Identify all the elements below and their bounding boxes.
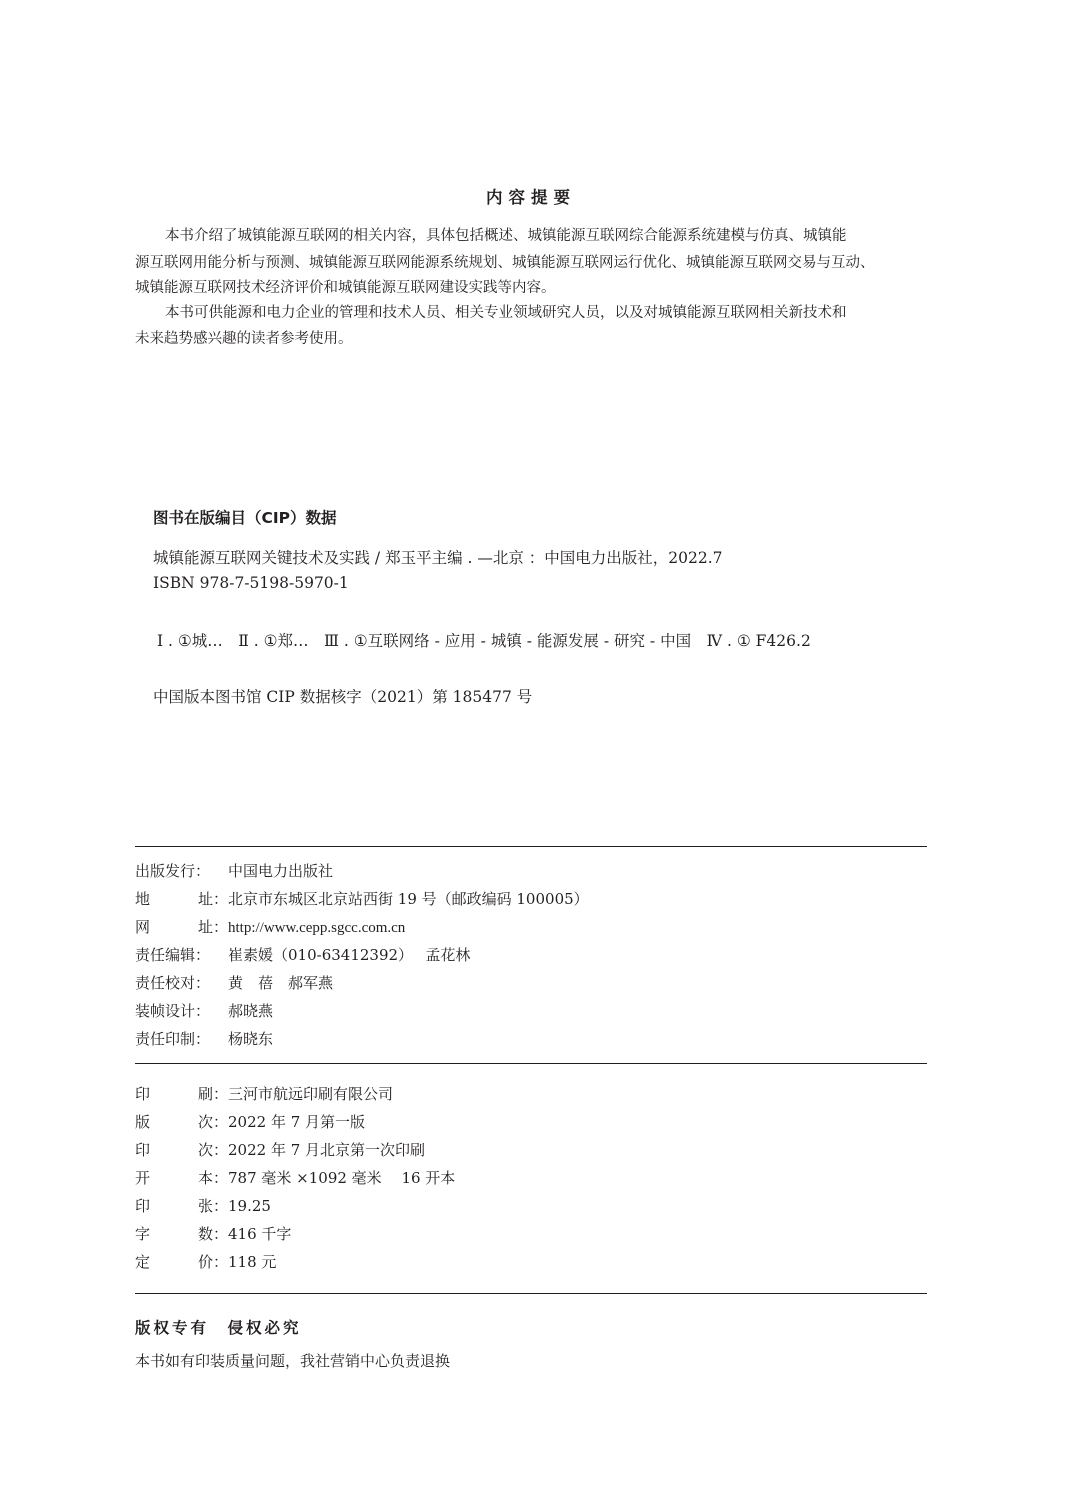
info-row-proofreader — [135, 972, 333, 993]
info-value: 三河市航远印刷有限公司 — [228, 1085, 394, 1103]
info-value: 787 毫米 ×1092 毫米 16 开本 — [228, 1169, 456, 1187]
info-value: 416 千字 — [228, 1225, 292, 1243]
divider-rule — [135, 1063, 927, 1064]
info-value: 19.25 — [228, 1197, 271, 1215]
summary-line: 源互联网用能分析与预测、城镇能源互联网能源系统规划、城镇能源互联网运行优化、城镇能源互联网交易与互动、 — [135, 255, 875, 271]
info-value: 2022 年 7 月第一版 — [228, 1113, 366, 1131]
info-label: 印 刷 — [135, 1085, 213, 1103]
info-value: 118 元 — [228, 1253, 277, 1271]
info-label: 印 次 — [135, 1141, 213, 1159]
info-label: 责任印制： — [135, 1030, 211, 1048]
copyright-note: 本书如有印装质量问题，我社营销中心负责退换 — [135, 1352, 451, 1370]
cip-classification: Ⅰ . ①城… Ⅱ . ①郑… Ⅲ . ①互联网络 - 应用 - 城镇 - 能源发展 - 研究 - 中国 Ⅳ . ① F426.2 — [157, 632, 811, 650]
cip-heading: 图书在版编目（CIP）数据 — [153, 509, 337, 527]
summary-line: 未来趋势感兴趣的读者参考使用。 — [135, 331, 353, 347]
info-row-impression: 印 次 ： 2022 年 7 月北京第一次印刷 — [135, 1141, 426, 1159]
info-row-printing-manager — [135, 1028, 273, 1049]
info-value: 杨晓东 — [228, 1030, 274, 1048]
copyright-title: 版权专有 侵权必究 — [135, 1319, 302, 1337]
info-value: 崔素媛（010-63412392） 孟花林 — [228, 946, 471, 964]
info-label: 网 址 — [135, 918, 213, 936]
info-label: 定 价 — [135, 1253, 213, 1271]
info-label: 印 张 — [135, 1197, 213, 1215]
info-label: 出版发行： — [135, 862, 211, 880]
info-value: 2022 年 7 月北京第一次印刷 — [228, 1141, 426, 1159]
info-row-editor — [135, 944, 470, 965]
info-row-word-count: 字 数 ： 416 千字 — [135, 1225, 292, 1243]
summary-line: 本书可供能源和电力企业的管理和技术人员、相关专业领域研究人员，以及对城镇能源互联网相关新技术和 — [165, 305, 847, 321]
website-link[interactable]: http://www.cepp.sgcc.com.cn — [228, 920, 406, 936]
info-row-design — [135, 1000, 273, 1021]
cip-record: 中国版本图书馆 CIP 数据核字（2021）第 185477 号 — [153, 688, 533, 706]
summary-line: 本书介绍了城镇能源互联网的相关内容，具体包括概述、城镇能源互联网综合能源系统建模与仿真、城镇能 — [165, 228, 847, 244]
info-value: 黄 蓓 郝军燕 — [228, 974, 334, 992]
info-value: 中国电力出版社 — [228, 862, 334, 880]
info-row-address: 地 址 ： 北京市东城区北京站西街 19 号（邮政编码 100005） — [135, 890, 589, 908]
info-label: 地 址 — [135, 890, 213, 908]
info-row-sheets: 印 张 ： 19.25 — [135, 1197, 271, 1215]
info-row-edition: 版 次 ： 2022 年 7 月第一版 — [135, 1113, 366, 1131]
info-value: 郝晓燕 — [228, 1002, 274, 1020]
info-row-printer: 印 刷 ： 三河市航远印刷有限公司 — [135, 1085, 394, 1103]
info-label: 字 数 — [135, 1225, 213, 1243]
info-value: 北京市东城区北京站西街 19 号（邮政编码 100005） — [228, 890, 589, 908]
summary-line: 城镇能源互联网技术经济评价和城镇能源互联网建设实践等内容。 — [135, 280, 556, 296]
info-row-publisher — [135, 860, 333, 881]
cip-title-line: 城镇能源互联网关键技术及实践 / 郑玉平主编 . —北京 ：中国电力出版社，2022.7 — [153, 549, 723, 567]
cip-isbn: ISBN 978-7-5198-5970-1 — [153, 574, 349, 592]
info-label: 版 次 — [135, 1113, 213, 1131]
info-row-website: 网 址 ： http://www.cepp.sgcc.com.cn — [135, 918, 406, 936]
summary-title: 内容提要 — [486, 188, 576, 207]
divider-rule — [135, 846, 927, 847]
info-row-price: 定 价 ： 118 元 — [135, 1253, 277, 1271]
info-label: 责任编辑： — [135, 946, 211, 964]
info-label: 责任校对： — [135, 974, 211, 992]
info-row-format: 开 本 ： 787 毫米 ×1092 毫米 16 开本 — [135, 1169, 456, 1187]
divider-rule — [135, 1293, 927, 1294]
info-label: 装帧设计： — [135, 1002, 211, 1020]
info-label: 开 本 — [135, 1169, 213, 1187]
